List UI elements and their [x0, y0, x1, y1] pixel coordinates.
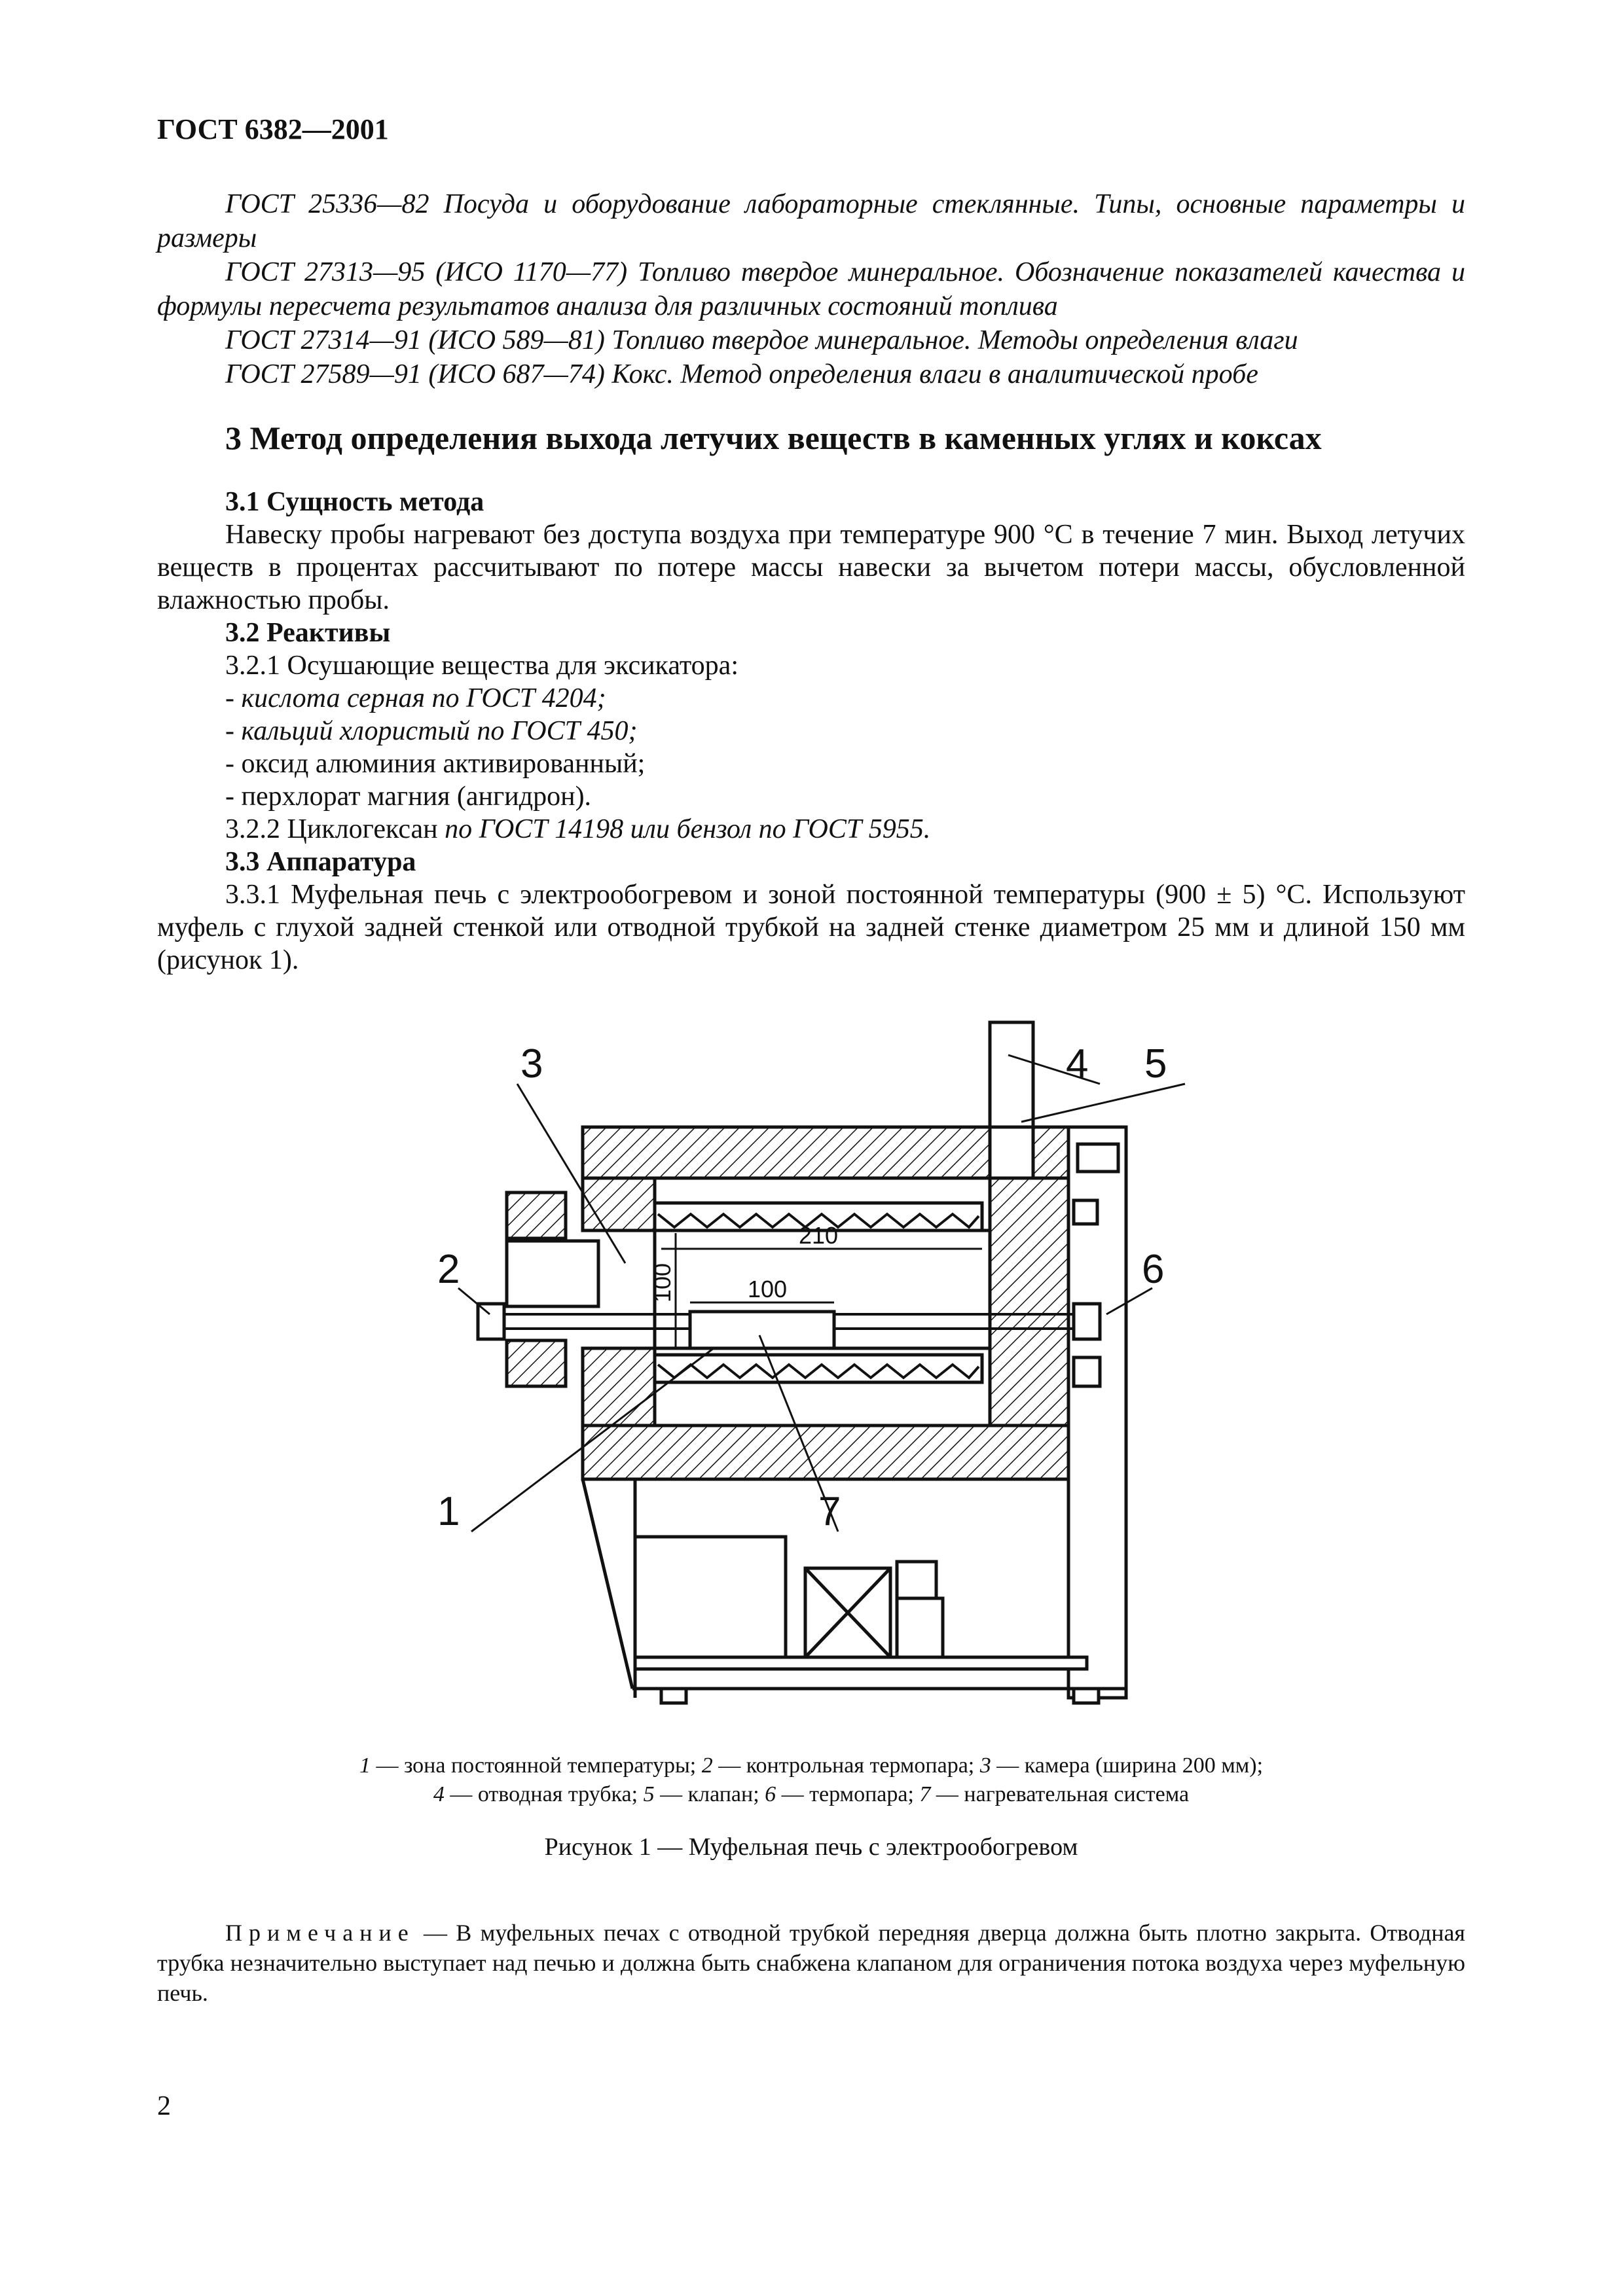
door-body	[507, 1241, 598, 1306]
paragraph-essence: Навеску пробы нагревают без доступа воздуха при температуре 900 °С в течение 7 мин. Выход летучих веществ в процентах рассчитывают по потере массы навески за вычетом потери массы, обусловленной влажностью пробы.	[157, 520, 1465, 615]
page-number: 2	[157, 2091, 171, 2121]
foot-right	[1074, 1689, 1099, 1703]
valve-box	[1078, 1144, 1118, 1172]
section-title: 3 Метод определения выхода летучих веществ в каменных углях и коксах	[225, 420, 1322, 456]
leader-6	[1106, 1288, 1152, 1314]
rear-insulation	[990, 1178, 1068, 1440]
note-text: — В муфельных печах с отводной трубкой передняя дверца должна быть плотно закрыта. Отводная трубка незначительно выступает над печью и должна быть снабжена клапаном для ограничения потока воздуха через муфельную печь.	[157, 1920, 1465, 2006]
subsection-heading-3-3: 3.3 Аппаратура	[225, 847, 416, 877]
leader-2	[458, 1288, 490, 1314]
label-3: 3	[520, 1041, 543, 1086]
top-insulation	[583, 1127, 990, 1178]
normative-references	[157, 187, 1465, 391]
reference-item: ГОСТ 27589—91 (ИСО 687—74) Кокс. Метод определения влаги в аналитической пробе	[225, 359, 1258, 389]
note	[157, 1918, 1465, 2008]
list-item: - кислота серная по ГОСТ 4204;	[225, 683, 606, 713]
label-4: 4	[1066, 1041, 1089, 1086]
note-label: Примечание	[225, 1920, 415, 1946]
reference-item: ГОСТ 27313—95 (ИСО 1170—77) Топливо твердое минеральное. Обозначение показателей качества и формулы пересчета результатов анализа для различных состояний топлива	[157, 257, 1465, 321]
door-lower	[507, 1340, 566, 1386]
dimension-100-vertical: 100	[649, 1263, 676, 1302]
list-item: - оксид алюминия активированный;	[225, 749, 646, 779]
dimension-100-horizontal: 100	[748, 1276, 788, 1302]
leader-5	[1021, 1084, 1185, 1122]
paragraph-furnace: 3.3.1 Муфельная печь с электрообогревом и зоной постоянной температуры (900 ± 5) °С. Используют муфель с глухой задней стенкой или отводной трубкой на задней стенке диаметром 25 мм и длиной 150 мм (рисунок 1).	[157, 880, 1465, 975]
transformer	[635, 1537, 786, 1657]
legend-line-1: 1 — зона постоянной температуры; 2 — контрольная термопара; 3 — камера (ширина 200 мм);	[359, 1753, 1264, 1778]
paragraph-cyclohexane: 3.2.2 Циклогексан по ГОСТ 14198 или бензол по ГОСТ 5955.	[225, 814, 931, 844]
label-2: 2	[437, 1247, 460, 1292]
door-upper	[507, 1193, 566, 1238]
legend-line-2: 4 — отводная трубка; 5 — клапан; 6 — термопара; 7 — нагревательная система	[433, 1782, 1190, 1806]
muffle-furnace-figure	[419, 995, 1205, 1728]
figure-caption: Рисунок 1 — Муфельная печь с электрообогревом	[544, 1833, 1078, 1861]
label-1: 1	[437, 1489, 460, 1534]
foot-left	[661, 1689, 686, 1703]
paragraph-desiccants: 3.2.1 Осушающие вещества для эксикатора:	[225, 651, 739, 681]
list-item: - перхлорат магния (ангидрон).	[225, 781, 592, 812]
reference-item: ГОСТ 27314—91 (ИСО 589—81) Топливо твердое минеральное. Методы определения влаги	[225, 325, 1298, 355]
section-body	[157, 486, 1465, 977]
subsection-heading-3-1: 3.1 Сущность метода	[225, 487, 484, 517]
bottom-insulation	[583, 1426, 1068, 1479]
base-shelf	[635, 1657, 1087, 1669]
label-6: 6	[1142, 1247, 1165, 1292]
label-5: 5	[1144, 1041, 1167, 1086]
document-header: ГОСТ 6382—2001	[157, 113, 389, 145]
list-item: - кальций хлористый по ГОСТ 450;	[225, 716, 638, 746]
label-7: 7	[818, 1489, 841, 1534]
reference-item: ГОСТ 25336—82 Посуда и оборудование лабораторные стеклянные. Типы, основные параметры и размеры	[157, 189, 1465, 253]
dimension-210: 210	[799, 1222, 839, 1249]
figure-legend	[157, 1751, 1465, 1809]
subsection-heading-3-2: 3.2 Реактивы	[225, 618, 391, 648]
